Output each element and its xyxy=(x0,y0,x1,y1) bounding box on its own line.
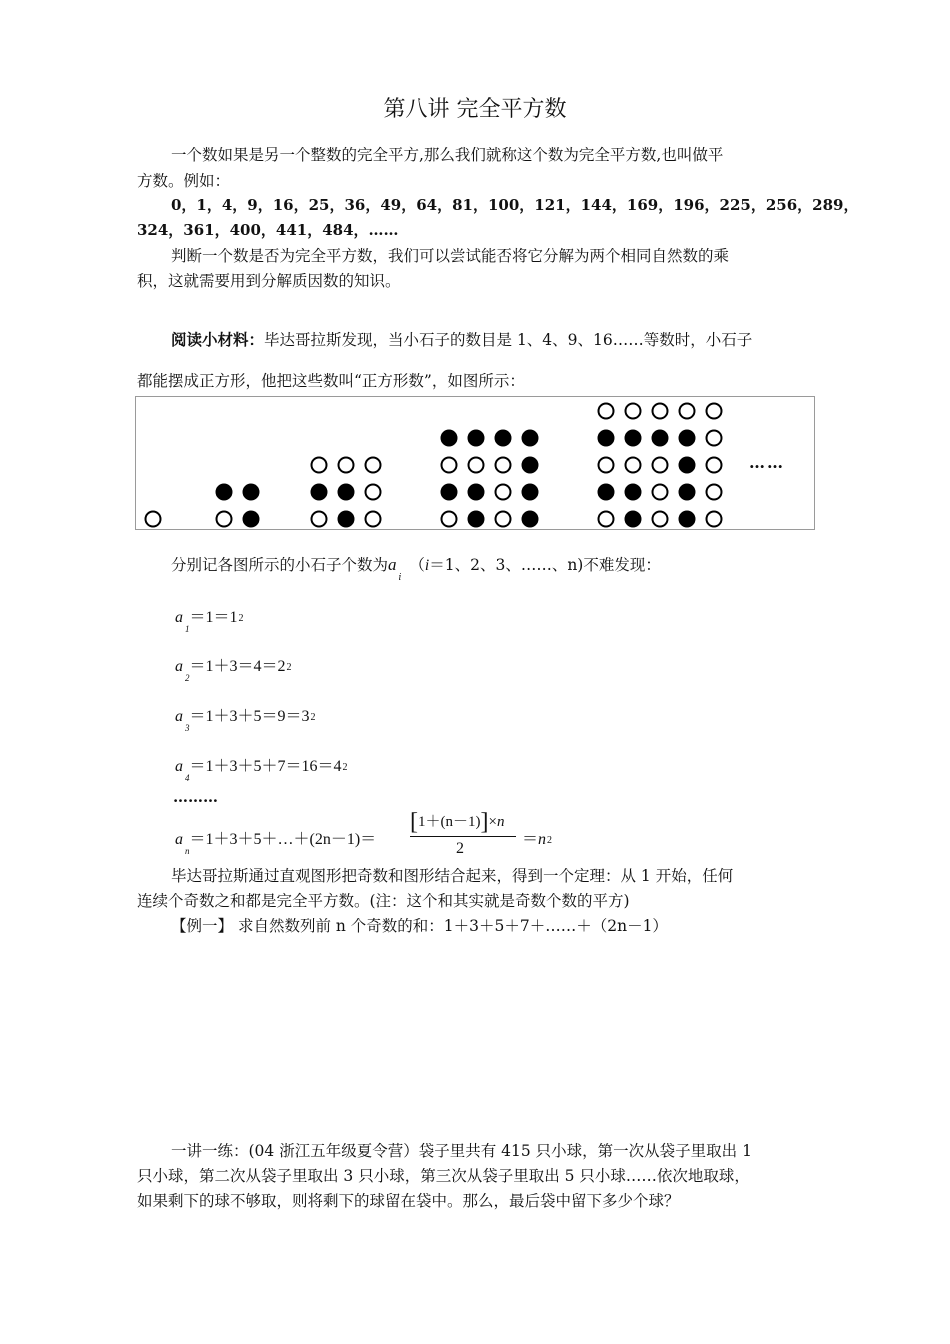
equation-var: a xyxy=(175,609,183,626)
empty-stone xyxy=(707,404,722,419)
empty-stone xyxy=(707,458,722,473)
equation-a1 xyxy=(175,604,244,634)
filled-stone xyxy=(244,485,259,500)
theorem-line-1: 毕达哥拉斯通过直观图形把奇数和图形结合起来，得到一个定理：从 1 开始，任何 xyxy=(171,867,734,885)
page-title: 第八讲 完全平方数 xyxy=(383,97,567,122)
example-label: 【例一】 xyxy=(171,917,234,935)
bracket-open: [ xyxy=(410,809,418,835)
filled-stone xyxy=(312,485,327,500)
stones-diagram xyxy=(136,397,814,529)
filled-stone xyxy=(469,431,484,446)
practice-line-3: 如果剩下的球不够取，则将剩下的球留在袋中。那么，最后袋中留下多少个球？ xyxy=(137,1192,680,1210)
filled-stone xyxy=(469,512,484,527)
empty-stone xyxy=(707,431,722,446)
filled-stone xyxy=(680,485,695,500)
numerator-inner: 1＋(n－1) xyxy=(418,814,481,830)
continuation-dots: ……… xyxy=(173,788,218,806)
filled-stone xyxy=(523,512,538,527)
notation-after: ＝1、2、3、……、n)不难发现： xyxy=(429,556,661,574)
equation-sup: 2 xyxy=(238,613,244,624)
filled-stone xyxy=(680,431,695,446)
equation-rhs: ＝1＋3＋5＋7＝16＝4 xyxy=(189,758,342,775)
filled-stone xyxy=(523,431,538,446)
filled-stone xyxy=(469,485,484,500)
judge-line-2: 积，这就需要用到分解质因数的知识。 xyxy=(137,272,401,290)
empty-stone xyxy=(626,458,641,473)
empty-stone xyxy=(146,512,161,527)
notation-sub: i xyxy=(398,573,402,583)
empty-stone xyxy=(366,458,381,473)
equation-a2 xyxy=(175,653,292,683)
equation-sub: 2 xyxy=(185,673,190,683)
empty-stone xyxy=(680,404,695,419)
equation-var: a xyxy=(175,658,183,675)
empty-stone xyxy=(442,512,457,527)
empty-stone xyxy=(312,512,327,527)
empty-stone xyxy=(312,458,327,473)
empty-stone xyxy=(599,404,614,419)
times-sign: × xyxy=(488,814,497,830)
reading-text-1: 毕达哥拉斯发现，当小石子的数目是 1、4、9、16……等数时，小石子 xyxy=(264,331,753,349)
filled-stone xyxy=(442,431,457,446)
filled-stone xyxy=(523,458,538,473)
empty-stone xyxy=(339,458,354,473)
notation-ivar: i xyxy=(424,557,430,574)
practice-line-1: 一讲一练：(04 浙江五年级夏令营）袋子里共有 415 只小球，第一次从袋子里取出 1 xyxy=(171,1142,752,1160)
fraction-result xyxy=(522,826,552,849)
result-var: n xyxy=(538,831,547,848)
judge-line-1: 判断一个数是否为完全平方数，我们可以尝试能否将它分解为两个相同自然数的乘 xyxy=(171,247,730,265)
equation-var: a xyxy=(175,831,183,848)
square-numbers-line-1: 0，1，4，9，16，25，36，49，64，81，100，121，144，169，196，225，256，289， xyxy=(171,196,859,214)
filled-stone xyxy=(339,485,354,500)
equation-rhs: ＝1＋3＋5＝9＝3 xyxy=(189,708,310,725)
filled-stone xyxy=(626,431,641,446)
example-text: 求自然数列前 n 个奇数的和：1＋3＋5＋7＋……＋（2n－1） xyxy=(233,917,668,935)
fraction-numerator xyxy=(410,806,504,833)
reading-line-1 xyxy=(171,328,752,350)
empty-stone xyxy=(653,404,668,419)
notation-var: a xyxy=(388,555,397,574)
filled-stone xyxy=(244,512,259,527)
intro-line-2: 方数。例如： xyxy=(137,172,231,190)
bracket-close: ] xyxy=(480,809,489,835)
intro-line-1: 一个数如果是另一个整数的完全平方,那么我们就称这个数为完全平方数,也叫做平 xyxy=(171,146,724,164)
reading-line-2: 都能摆成正方形，他把这些数叫“正方形数”，如图所示： xyxy=(137,372,525,390)
equation-sub: 3 xyxy=(185,723,190,733)
equation-sup: 2 xyxy=(342,762,348,773)
notation-open: （ xyxy=(409,556,425,574)
empty-stone xyxy=(707,512,722,527)
equation-an xyxy=(175,826,377,856)
filled-stone xyxy=(339,512,354,527)
result-equals: ＝ xyxy=(522,831,539,848)
filled-stone xyxy=(217,485,232,500)
figure-ellipsis: …… xyxy=(749,453,785,472)
fraction-denominator: 2 xyxy=(456,840,464,857)
empty-stone xyxy=(653,485,668,500)
filled-stone xyxy=(599,485,614,500)
equation-var: a xyxy=(175,708,183,725)
filled-stone xyxy=(496,431,511,446)
theorem-line-2: 连续个奇数之和都是完全平方数。(注：这个和其实就是奇数个数的平方) xyxy=(137,892,630,910)
empty-stone xyxy=(366,485,381,500)
numerator-n: n xyxy=(496,814,505,830)
empty-stone xyxy=(653,512,668,527)
empty-stone xyxy=(707,485,722,500)
equation-sub: 4 xyxy=(185,773,190,783)
square-numbers-figure xyxy=(135,396,815,530)
equation-lhs: ＝1＋3＋5＋…＋(2n－1)＝ xyxy=(189,831,377,848)
equation-rhs: ＝1＋3＝4＝2 xyxy=(189,658,286,675)
empty-stone xyxy=(626,404,641,419)
empty-stone xyxy=(496,485,511,500)
filled-stone xyxy=(626,485,641,500)
empty-stone xyxy=(469,458,484,473)
filled-stone xyxy=(442,485,457,500)
empty-stone xyxy=(217,512,232,527)
filled-stone xyxy=(680,458,695,473)
filled-stone xyxy=(680,512,695,527)
equation-sub: n xyxy=(185,846,190,856)
equation-var: a xyxy=(175,758,183,775)
filled-stone xyxy=(653,431,668,446)
equation-sub: 1 xyxy=(185,624,190,634)
equation-sup: 2 xyxy=(286,662,292,673)
fraction-bar xyxy=(410,836,516,837)
empty-stone xyxy=(496,458,511,473)
empty-stone xyxy=(653,458,668,473)
equation-a4 xyxy=(175,753,348,783)
filled-stone xyxy=(599,431,614,446)
example-one xyxy=(171,914,668,936)
filled-stone xyxy=(626,512,641,527)
square-numbers-line-2: 324，361，400，441，484，…… xyxy=(137,221,399,239)
empty-stone xyxy=(366,512,381,527)
equation-a3 xyxy=(175,703,316,733)
notation-line xyxy=(171,553,661,583)
empty-stone xyxy=(599,512,614,527)
filled-stone xyxy=(523,485,538,500)
empty-stone xyxy=(496,512,511,527)
reading-label: 阅读小材料： xyxy=(171,331,265,349)
empty-stone xyxy=(442,458,457,473)
notation-text: 分别记各图所示的小石子个数为 xyxy=(171,556,389,574)
equation-rhs: ＝1＝1 xyxy=(189,609,238,626)
practice-line-2: 只小球，第二次从袋子里取出 3 只小球，第三次从袋子里取出 5 只小球……依次地取球， xyxy=(137,1167,750,1185)
equation-sup: 2 xyxy=(310,712,316,723)
empty-stone xyxy=(599,458,614,473)
result-sup: 2 xyxy=(547,835,553,846)
